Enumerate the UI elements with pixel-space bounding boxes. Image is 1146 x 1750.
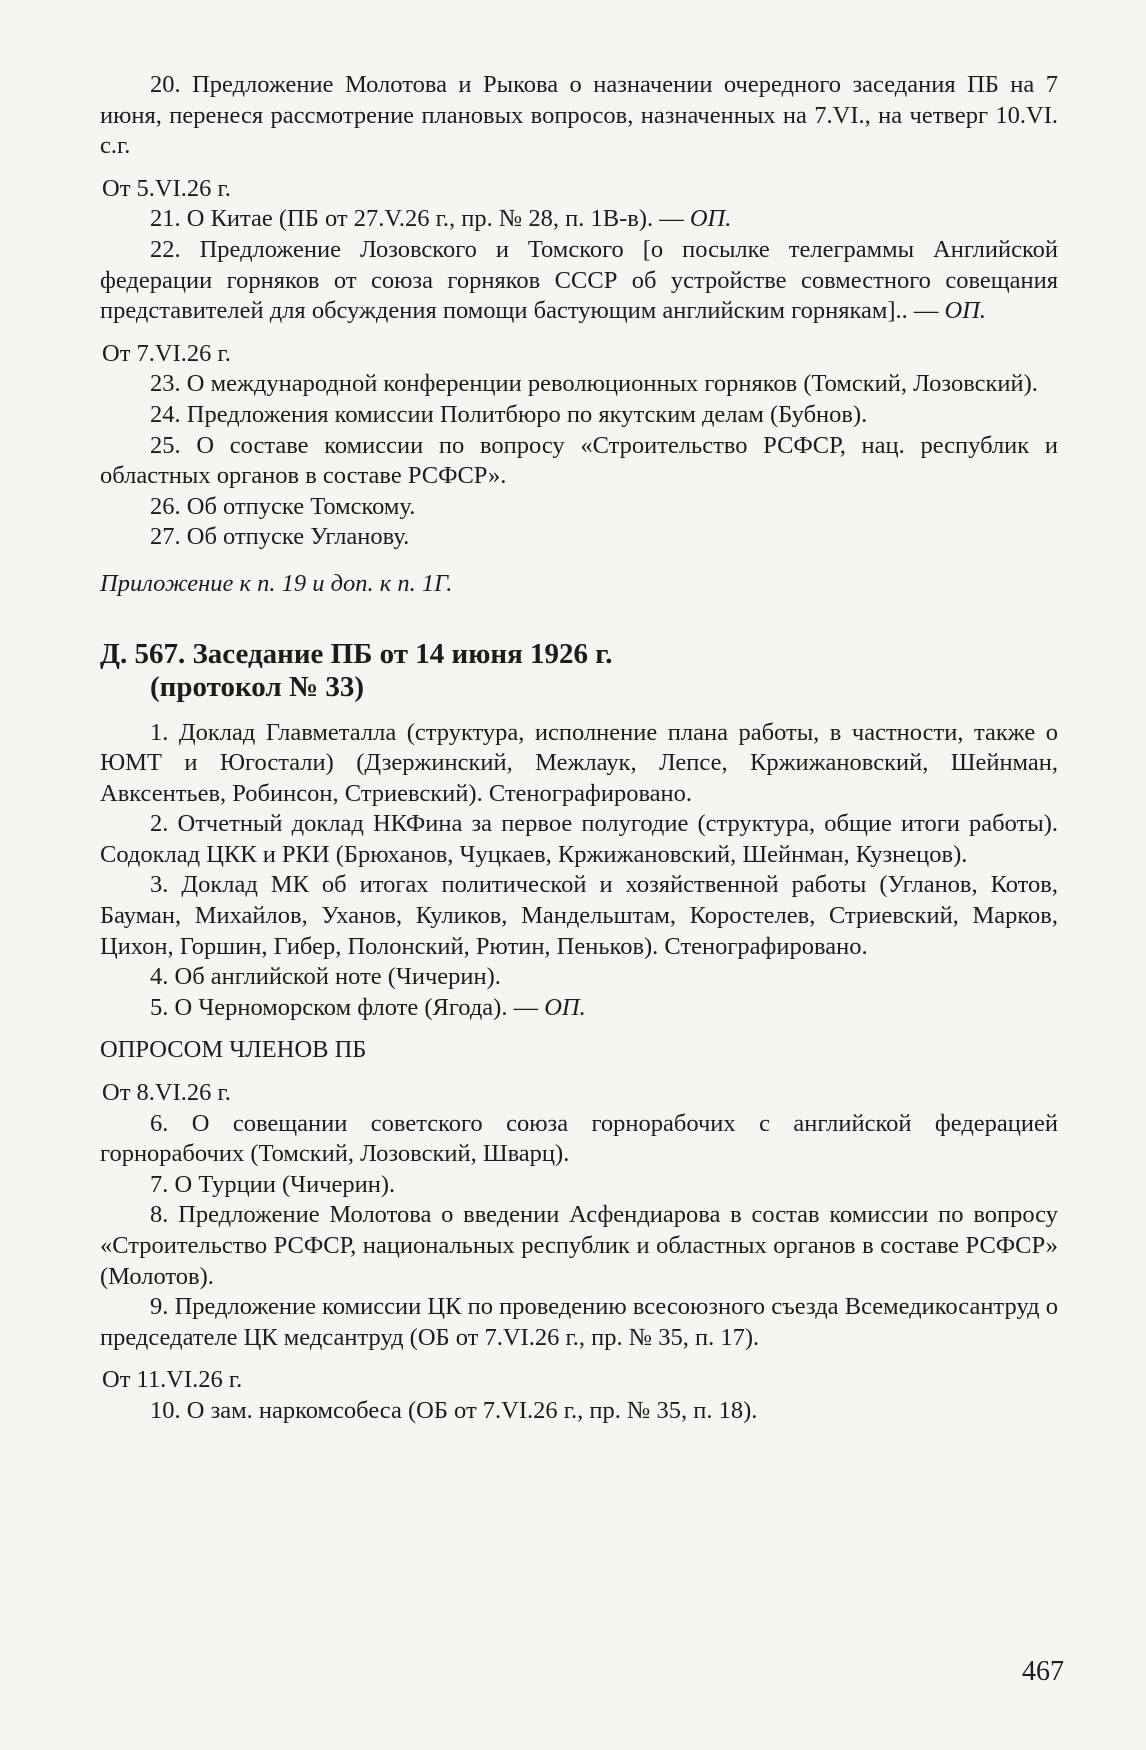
list-item [100, 204, 1058, 235]
date-line: От 7.VI.26 г. [102, 339, 231, 367]
list-item [100, 993, 1058, 1024]
section-label: ОПРОСОМ ЧЛЕНОВ ПБ [100, 1036, 367, 1064]
item-tail: ОП. [944, 297, 987, 325]
page-content [100, 70, 1058, 1427]
date-line: От 8.VI.26 г. [102, 1079, 231, 1107]
heading-line-1: Д. 567. Заседание ПБ от 14 июня 1926 г. [100, 637, 613, 670]
list-item: 24. Предложения комиссии Политбюро по якутским делам (Бубнов). [150, 400, 868, 428]
list-item: 7. О Турции (Чичерин). [150, 1170, 396, 1198]
date-line: От 11.VI.26 г. [102, 1366, 243, 1394]
list-item [100, 235, 1058, 327]
list-item: 2. Отчетный доклад НКФина за первое полугодие (структура, общие итоги работы). Содоклад ЦКК и РКИ (Брюханов, Чуцкаев, Кржижановский, Шейнман, Кузнецов). [100, 810, 1058, 868]
date-line: От 5.VI.26 г. [102, 174, 231, 202]
list-item: 1. Доклад Главметалла (структура, исполнение плана работы, в частности, также о ЮМТ и Югостали) (Дзержинский, Межлаук, Лепсе, Кржижановский, Шейнман, Авксентьев, Робинсон, Стриевский). Стенографировано. [100, 718, 1058, 807]
list-item: 27. Об отпуске Угланову. [150, 523, 410, 551]
appendix-note: Приложение к п. 19 и доп. к п. 1Г. [100, 569, 453, 597]
heading-line-2: (протокол № 33) [150, 670, 364, 703]
list-item: 20. Предложение Молотова и Рыкова о назначении очередного заседания ПБ на 7 июня, перенеся рассмотрение плановых вопросов, назначенных на 7.VI., на четверг 10.VI. с.г. [100, 71, 1058, 160]
section-heading [100, 638, 1058, 704]
list-item: 10. О зам. наркомсобеса (ОБ от 7.VI.26 г., пр. № 35, п. 18). [150, 1396, 758, 1424]
item-tail: ОП. [544, 993, 586, 1021]
list-item: 4. Об английской ноте (Чичерин). [150, 963, 501, 991]
item-text: 5. О Черноморском флоте (Ягода). — [150, 993, 545, 1021]
list-item: 9. Предложение комиссии ЦК по проведению всесоюзного съезда Всемедикосантруд о председателе ЦК медсантруд (ОБ от 7.VI.26 г., пр. № 35, п. 17). [100, 1293, 1058, 1351]
item-text: 21. О Китае (ПБ от 27.V.26 г., пр. № 28, п. 1В-в). — [150, 205, 690, 233]
list-item: 26. Об отпуске Томскому. [150, 492, 416, 520]
list-item: 25. О составе комиссии по вопросу «Строительство РСФСР, нац. республик и областных органов в составе РСФСР». [100, 431, 1058, 490]
page-number: 467 [1022, 1656, 1064, 1687]
list-item: 3. Доклад МК об итогах политической и хозяйственной работы (Угланов, Котов, Бауман, Михайлов, Уханов, Куликов, Мандельштам, Коростелев, Стриевский, Марков, Цихон, Горшин, Гибер, Полонский, Рютин, Пеньков). Стенографировано. [100, 871, 1058, 960]
item-text: 22. Предложение Лозовского и Томского [о посылке телеграммы Английской федерации горняков от союза горняков СССР об устройстве совместного совещания представителей для обсуждения помощи бастующим английским горнякам].. — [100, 235, 1058, 325]
item-tail: ОП. [689, 205, 732, 233]
list-item: 8. Предложение Молотова о введении Асфендиарова в состав комиссии по вопросу «Строительство РСФСР, национальных республик и областных органов в составе РСФСР» (Молотов). [100, 1201, 1058, 1290]
list-item: 6. О совещании советского союза горнорабочих с английской федерацией горнорабочих (Томский, Лозовский, Шварц). [100, 1109, 1058, 1168]
list-item: 23. О международной конференции революционных горняков (Томский, Лозовский). [150, 370, 1038, 398]
